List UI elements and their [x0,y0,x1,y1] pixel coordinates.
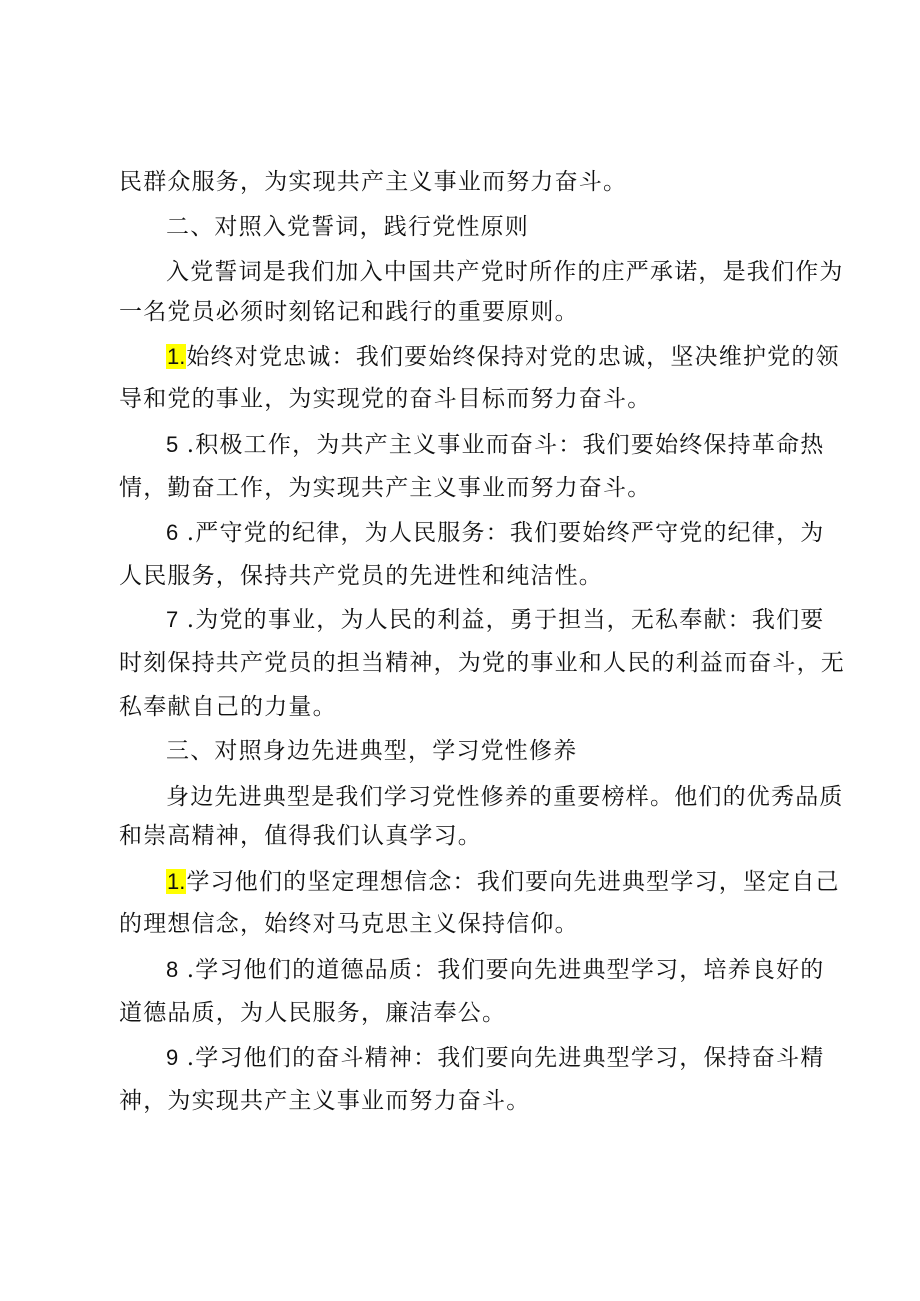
list-item [166,518,824,548]
section-heading: 二、对照入党誓词，践行党性原则 [166,214,529,240]
list-item-text: .学习他们的奋斗精神：我们要向先进典型学习，保持奋斗精 [178,1045,825,1071]
paragraph-line: 一名党员必须时刻铭记和践行的重要原则。 [119,299,579,325]
list-item-continuation: 人民服务，保持共产党员的先进性和纯洁性。 [119,563,603,589]
list-item-continuation: 情，勤奋工作，为实现共产主义事业而努力奋斗。 [119,475,652,501]
list-item [166,867,840,897]
list-item-number: 7 [166,607,179,632]
list-item-number: 5 [166,432,179,457]
list-item [166,1043,824,1073]
list-item-text: .严守党的纪律，为人民服务：我们要始终严守党的纪律，为 [178,520,825,546]
paragraph-line: 身边先进典型是我们学习党性修养的重要榜样。他们的优秀品质 [166,784,844,810]
list-item-text: .为党的事业，为人民的利益，勇于担当，无私奉献：我们要 [178,607,825,633]
paragraph-line: 和崇高精神，值得我们认真学习。 [119,823,482,849]
list-item-continuation: 时刻保持共产党员的担当精神，为党的事业和人民的利益而奋斗，无 [119,650,845,676]
list-item-number: 1. [167,344,186,369]
list-item-text: 学习他们的坚定理想信念：我们要向先进典型学习，坚定自己 [186,869,840,895]
list-item-continuation: 的理想信念，始终对马克思主义保持信仰。 [119,911,579,937]
list-item-continuation: 私奉献自己的力量。 [119,694,337,720]
list-item-text: .积极工作，为共产主义事业而奋斗：我们要始终保持革命热 [178,432,825,458]
list-item-text: .学习他们的道德品质：我们要向先进典型学习，培养良好的 [178,957,825,983]
list-item-continuation: 道德品质，为人民服务，廉洁奉公。 [119,1000,507,1026]
list-item [166,605,824,635]
list-item-number: 1. [167,869,186,894]
list-item-number: 8 [166,957,179,982]
list-item-number: 9 [166,1045,179,1070]
list-item-number: 6 [166,520,179,545]
list-item-continuation: 神，为实现共产主义事业而努力奋斗。 [119,1088,531,1114]
list-item-text: 始终对党忠诚：我们要始终保持对党的忠诚，坚决维护党的领 [186,344,840,370]
section-heading: 三、对照身边先进典型，学习党性修养 [166,738,578,764]
list-item-continuation: 导和党的事业，为实现党的奋斗目标而努力奋斗。 [119,386,652,412]
list-item [166,342,840,372]
list-item [166,955,824,985]
paragraph-line: 入党誓词是我们加入中国共产党时所作的庄严承诺，是我们作为 [166,259,844,285]
list-item [166,430,824,460]
paragraph-line: 民群众服务，为实现共产主义事业而努力奋斗。 [119,169,628,195]
